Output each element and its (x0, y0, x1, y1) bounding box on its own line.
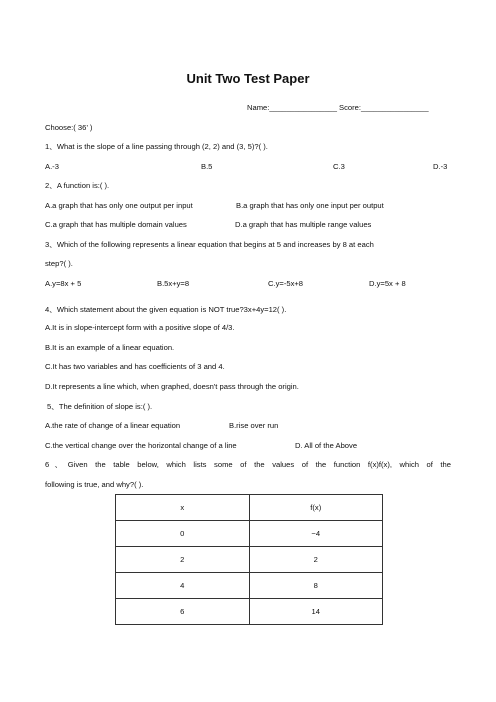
table-row (116, 599, 383, 625)
table-header-cell: f(x) (249, 495, 383, 521)
function-values-table (115, 494, 383, 625)
question-1-option-d: D.-3 (433, 162, 448, 171)
table-cell: 6 (116, 599, 250, 625)
table-cell: 2 (116, 547, 250, 573)
question-1-option-c: C.3 (333, 162, 345, 171)
question-6-stem-line-2: following is true, and why?( ). (45, 480, 144, 489)
question-2-option-d: D.a graph that has multiple range values (235, 220, 372, 229)
question-1-option-a: A.-3 (45, 162, 59, 171)
question-1-stem: 1、What is the slope of a line passing through (2, 2) and (3, 5)?( ). (45, 142, 268, 151)
question-4-option-d: D.It represents a line which, when graphed, doesn't pass through the origin. (45, 382, 299, 391)
table-cell: 14 (249, 599, 383, 625)
name-score-line: Name:________________ Score:________________ (247, 103, 429, 112)
table-row (116, 521, 383, 547)
question-2-option-a: A.a graph that has only one output per input (45, 201, 193, 210)
table-cell: 0 (116, 521, 250, 547)
question-4-option-b: B.It is an example of a linear equation. (45, 343, 175, 352)
question-3-option-b: B.5x+y=8 (157, 279, 190, 288)
question-4-option-a: A.It is in slope-intercept form with a positive slope of 4/3. (45, 323, 235, 332)
question-6-stem-line-1: 6、Given the table below, which lists some of the values of the function f(x)f(x), which of the (45, 460, 451, 469)
question-2-stem: 2、A function is:( ). (45, 181, 110, 190)
question-2-option-c: C.a graph that has multiple domain values (45, 220, 187, 229)
table-header-row (116, 495, 383, 521)
table-row (116, 573, 383, 599)
page-title: Unit Two Test Paper (186, 71, 310, 86)
table-cell: −4 (249, 521, 383, 547)
question-5-option-b: B.rise over run (229, 421, 279, 430)
question-3-option-c: C.y=-5x+8 (268, 279, 304, 288)
table-cell: 4 (116, 573, 250, 599)
table-cell: 8 (249, 573, 383, 599)
question-4-stem: 4、Which statement about the given equation is NOT true?3x+4y=12( ). (45, 305, 287, 314)
table-cell: 2 (249, 547, 383, 573)
question-5-option-c: C.the vertical change over the horizontal change of a line (45, 441, 237, 450)
question-2-option-b: B.a graph that has only one input per output (236, 201, 384, 210)
question-3-option-d: D.y=5x + 8 (369, 279, 406, 288)
question-1-option-b: B.5 (201, 162, 213, 171)
question-5-option-d: D. All of the Above (295, 441, 358, 450)
question-5-option-a: A.the rate of change of a linear equation (45, 421, 181, 430)
question-3-option-a: A.y=8x + 5 (45, 279, 82, 288)
question-5-stem: 5、The definition of slope is:( ). (47, 402, 153, 411)
question-3-stem-line-1: 3、Which of the following represents a linear equation that begins at 5 and increases by 8 at each (45, 240, 374, 249)
section-heading: Choose:( 36’ ) (45, 123, 93, 132)
table-header-cell: x (116, 495, 250, 521)
question-4-option-c: C.It has two variables and has coefficients of 3 and 4. (45, 362, 225, 371)
table-row (116, 547, 383, 573)
question-3-stem-line-2: step?( ). (45, 259, 73, 268)
